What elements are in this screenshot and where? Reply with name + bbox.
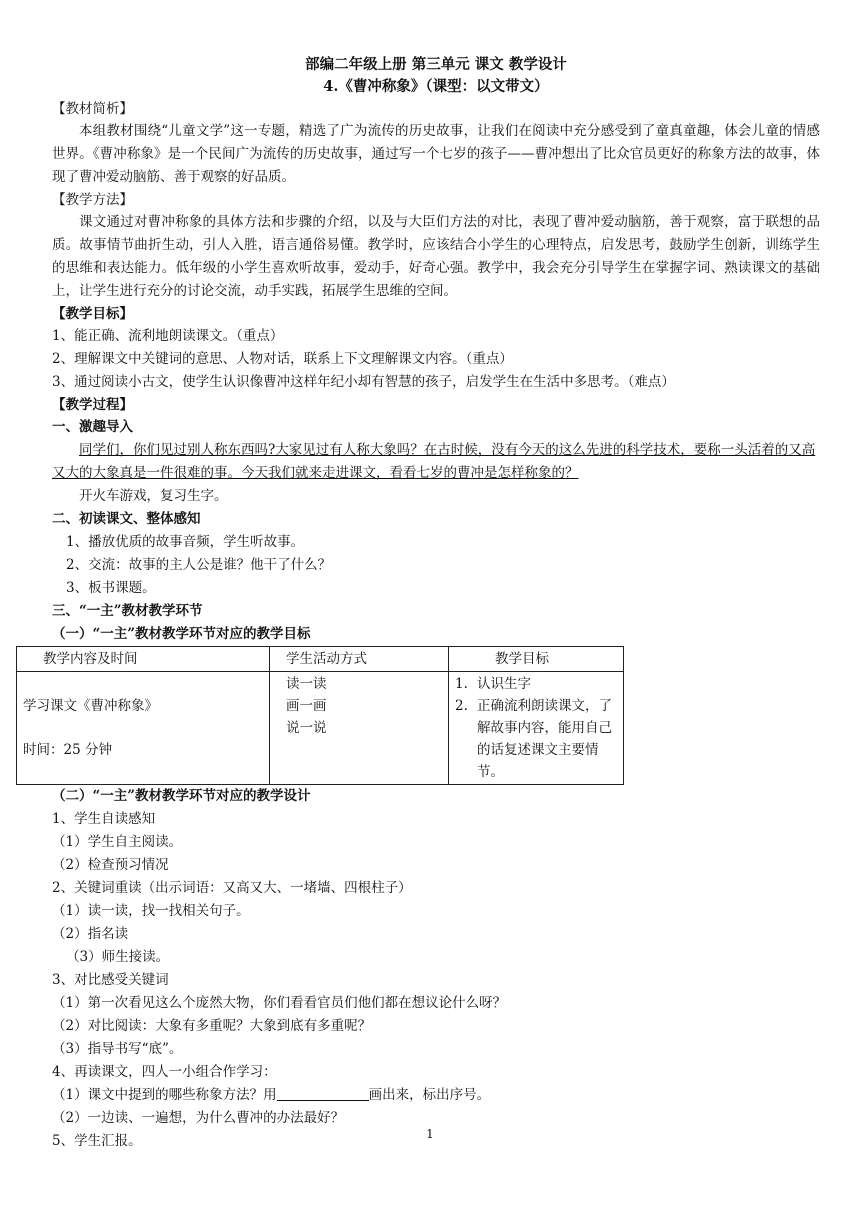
subsection-heading: （一）“一主”教材教学环节对应的教学目标 [52, 626, 311, 642]
design-step: 4、再读课文，四人一小组合作学习： [52, 1064, 277, 1080]
goal-item: 2、理解课文中关键词的意思、人物对话，联系上下文理解课文内容。（重点） [52, 351, 513, 367]
goal-item: 1、能正确、流利地朗读课文。（重点） [52, 328, 284, 344]
table-cell-goals [449, 672, 624, 785]
objectives-table [16, 646, 624, 785]
design-substep: （1）第一次看见这么个庞然大物，你们看看官员们他们都在想议论什么呀？ [52, 995, 507, 1011]
table-row [17, 672, 624, 785]
method-body: 课文通过对曹冲称象的具体方法和步骤的介绍，以及与大臣们方法的对比，表现了曹冲爱动脑筋，善于观察，富于联想的品质。故事情节曲折生动，引人入胜，语言通俗易懂。教学时，应该结合小学生的心理特点，启发思考，鼓励学生创新，训练学生的思维和表达能力。低年级的小学生喜欢听故事，爱动手，好奇心强。教学中，我会充分引导学生在掌握字词、熟读课文的基础上，让学生进行充分的讨论交流，动手实践，拓展学生思维的空间。 [52, 214, 820, 299]
table-cell-activities [270, 672, 449, 785]
activity-item: 说一说 [286, 720, 327, 736]
document-title: 部编二年级上册 第三单元 课文 教学设计 [305, 56, 567, 73]
list-item: 3、板书课题。 [66, 580, 156, 596]
activity-item: 画一画 [286, 698, 327, 714]
page-number: 1 [426, 1127, 434, 1141]
section-heading: 三、“一主”教材教学环节 [52, 603, 203, 619]
content-text: 学习课文《曹冲称象》 [23, 698, 158, 714]
fill-blank [277, 1086, 369, 1101]
list-item: 2、交流：故事的主人公是谁？他干了什么？ [66, 557, 332, 573]
goal-entry: 2. 正确流利朗读课文，了解故事内容，能用自己的话复述课文主要情节。 [455, 698, 612, 780]
goal-item: 3、通过阅读小古文，使学生认识像曹冲这样年纪小却有智慧的孩子，启发学生在生活中多思考。（难点） [52, 374, 675, 390]
design-substep: （2）一边读、一遍想，为什么曹冲的办法最好？ [52, 1110, 345, 1126]
process-heading: 【教学过程】 [52, 397, 133, 413]
intro-paragraph: 同学们，你们见过别人称东西吗?大家见过有人称大象吗？在古时候，没有今天的这么先进的科学技术，要称一头活着的又高又大的大象真是一件很难的事。今天我们就来走进课文，看看七岁的曹冲是怎样称象的？ [52, 442, 816, 481]
design-substep: （1）课文中提到的哪些称象方法？用 画出来，标出序号。 [52, 1087, 491, 1103]
table-header: 教学内容及时间 [17, 647, 270, 672]
design-substep: （1）学生自主阅读。 [52, 834, 183, 850]
goals-heading: 【教学目标】 [52, 306, 133, 322]
goal-entry: 1. 认识生字 [455, 676, 531, 692]
design-substep: （2）对比阅读：大象有多重呢？大象到底有多重呢？ [52, 1018, 372, 1034]
list-item: 1、播放优质的故事音频，学生听故事。 [66, 534, 305, 550]
intro-extra: 开火车游戏，复习生字。 [79, 488, 228, 504]
design-substep: （2）检查预习情况 [52, 857, 169, 873]
lesson-title: 4.《曹冲称象》（课型：以文带文） [323, 78, 549, 95]
table-header: 教学目标 [449, 647, 624, 672]
design-substep: （3）指导书写“底”。 [52, 1041, 183, 1057]
section-heading: 二、初读课文、整体感知 [52, 511, 201, 527]
design-step: 1、学生自读感知 [52, 811, 156, 827]
table-header: 学生活动方式 [270, 647, 449, 672]
analysis-body: 本组教材围绕“儿童文学”这一专题，精选了广为流传的历史故事，让我们在阅读中充分感受到了童真童趣，体会儿童的情感世界。《曹冲称象》是一个民间广为流传的历史故事，通过写一个七岁的孩子——曹冲想出了比众官员更好的称象方法的故事，体现了曹冲爱动脑筋、善于观察的好品质。 [52, 123, 820, 185]
design-substep: （3）师生接读。 [66, 949, 170, 965]
activity-item: 读一读 [286, 676, 327, 692]
table-cell-content [17, 672, 270, 785]
design-step: 2、关键词重读（出示词语：又高又大、一堵墙、四根柱子） [52, 880, 412, 896]
table-header-row [17, 647, 624, 672]
document-body [23, 54, 820, 1153]
section-heading: 一、激趣导入 [52, 419, 133, 435]
time-text: 时间：25 分钟 [23, 742, 112, 758]
analysis-heading: 【教材简析】 [52, 101, 133, 117]
design-substep: （2）指名读 [52, 926, 129, 942]
design-step: 3、对比感受关键词 [52, 972, 169, 988]
subsection-heading: （二）“一主”教材教学环节对应的教学设计 [52, 788, 311, 804]
design-substep: （1）读一读，找一找相关句子。 [52, 903, 250, 919]
design-step: 5、学生汇报。 [52, 1133, 142, 1149]
method-heading: 【教学方法】 [52, 192, 133, 208]
